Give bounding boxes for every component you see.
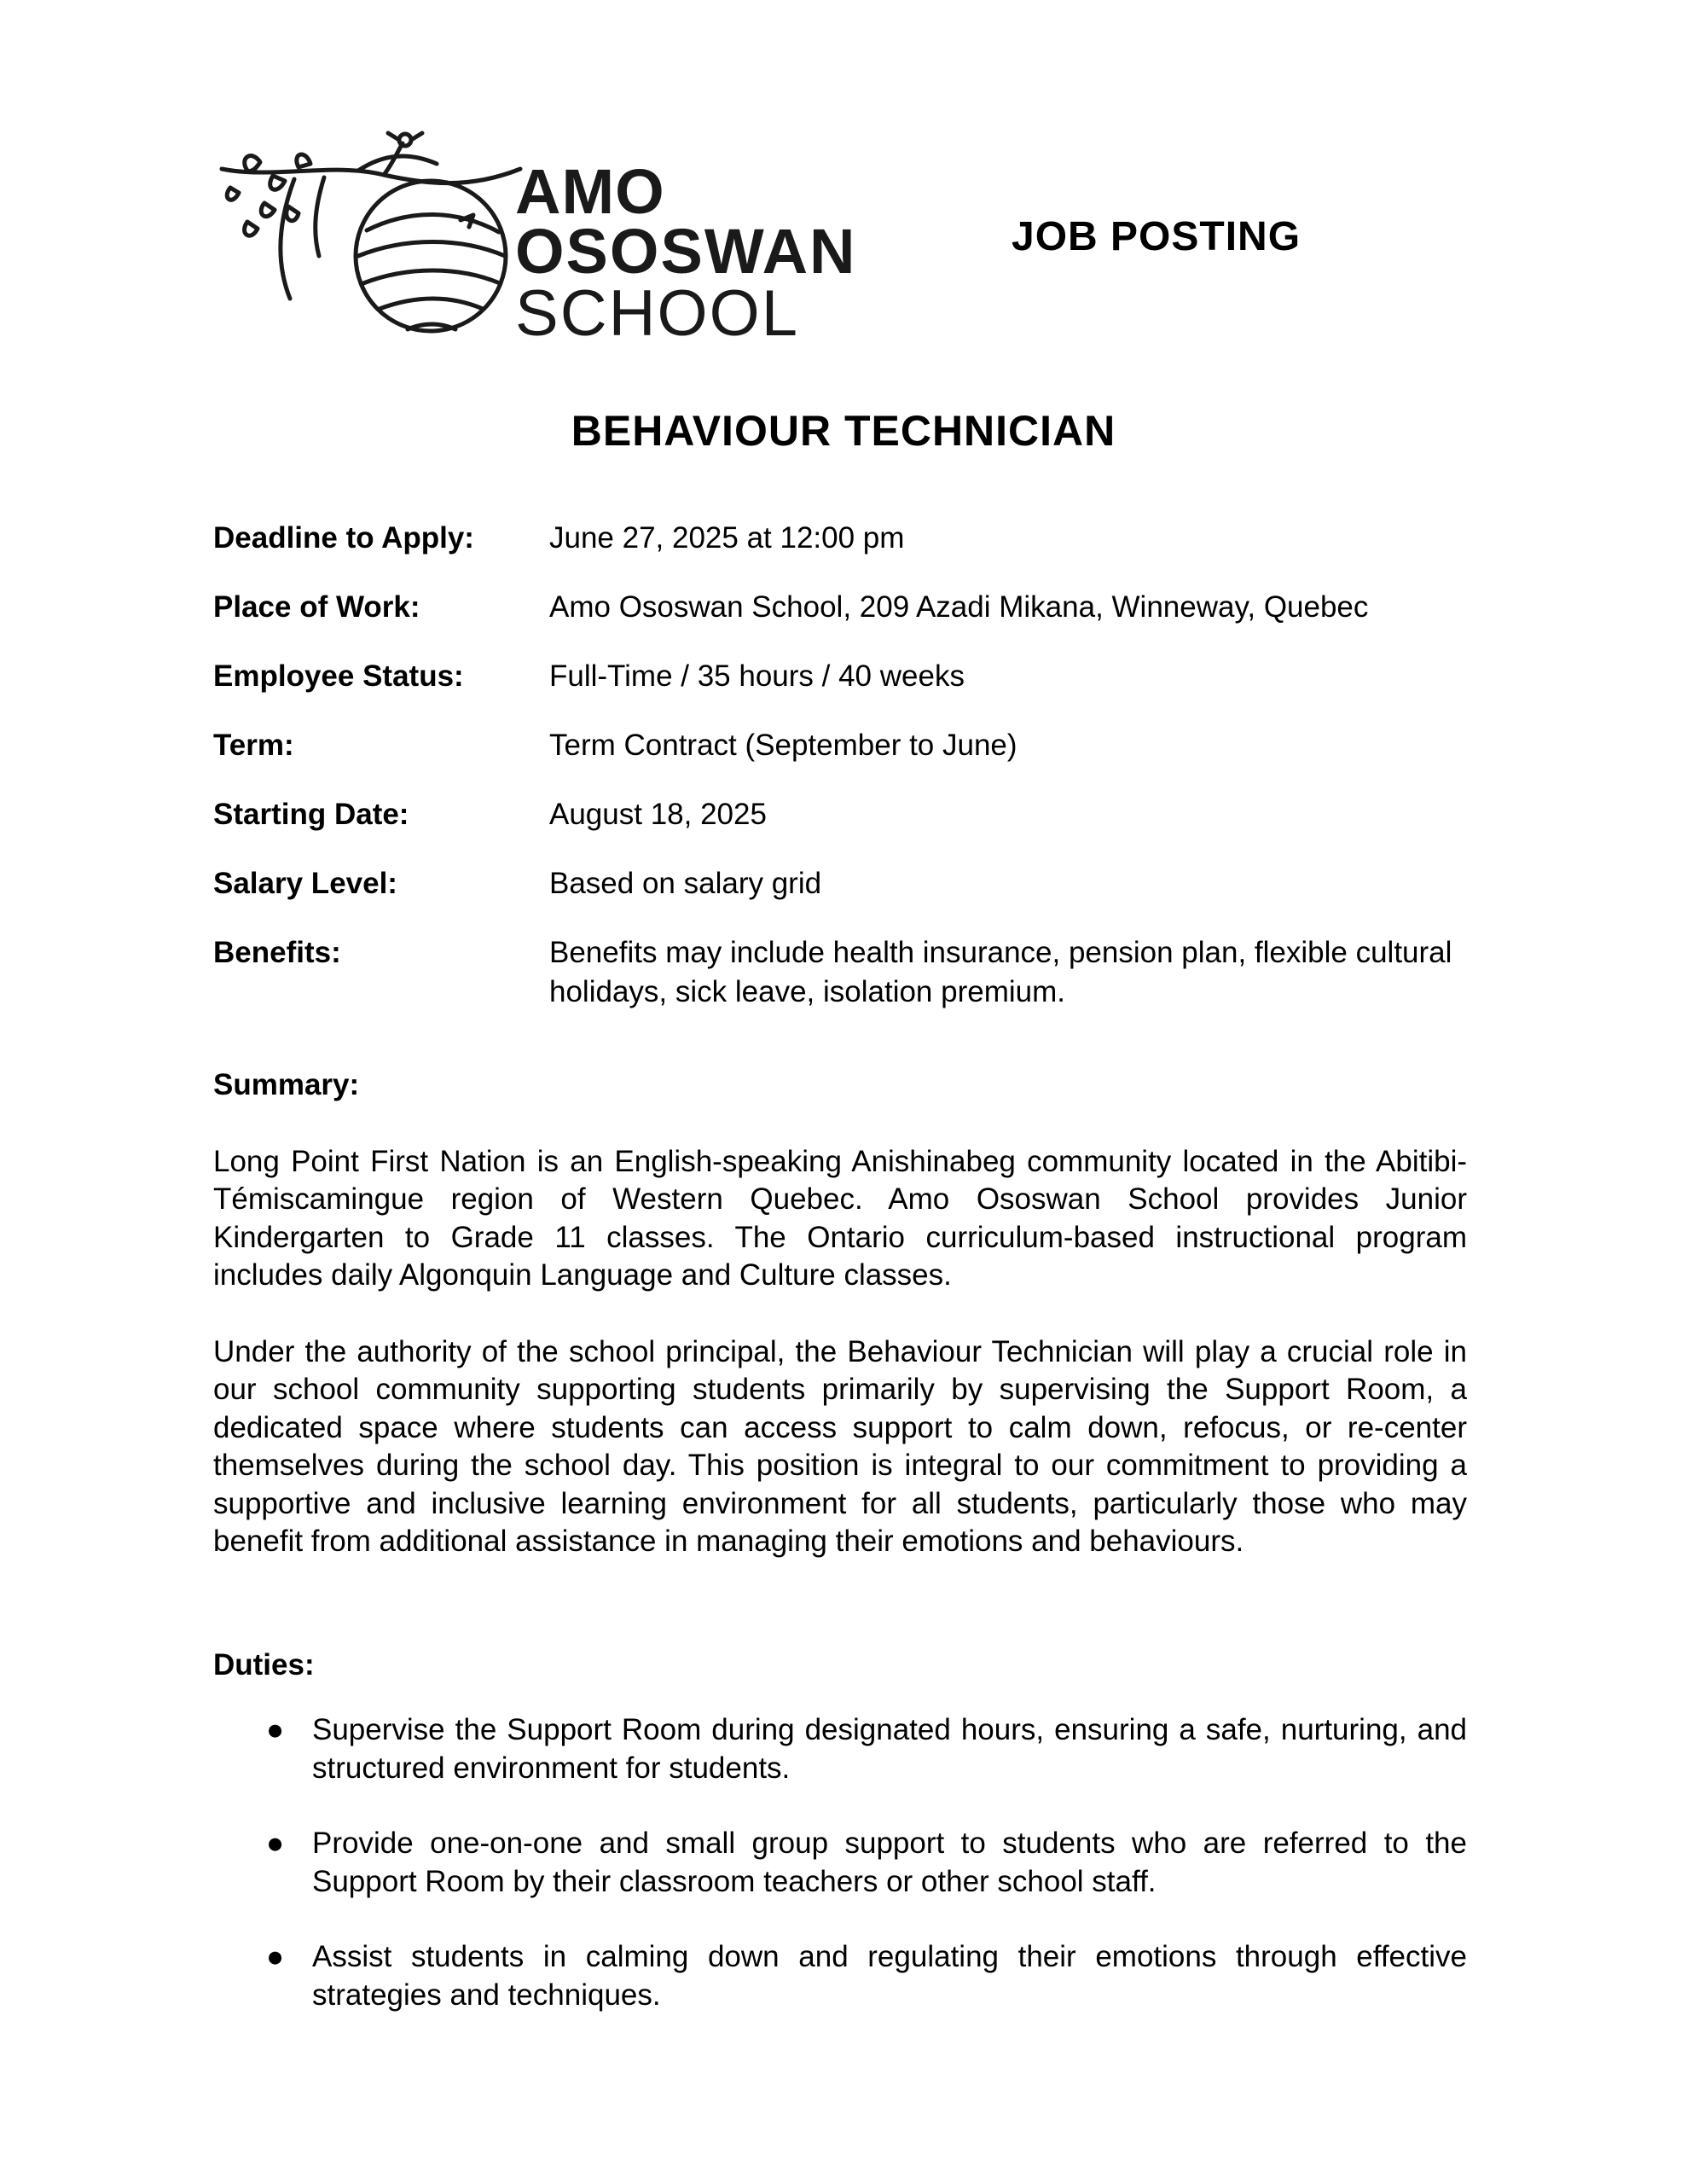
detail-label: Place of Work: <box>213 590 420 624</box>
tree-branch-globe-icon <box>213 128 529 341</box>
detail-value: August 18, 2025 <box>549 798 767 831</box>
bullet-icon: ● <box>266 1713 285 1746</box>
bullet-icon: ● <box>266 1827 285 1860</box>
detail-value: Benefits may include health insurance, pension plan, flexible cultural holidays, sick leave, isolation premium. <box>549 936 1452 1008</box>
document-type-label: JOB POSTING <box>1012 214 1301 259</box>
detail-label: Starting Date: <box>213 798 409 831</box>
duty-text: Assist students in calming down and regulating their emotions through effective strategies and techniques. <box>312 1940 1467 2012</box>
detail-value: Based on salary grid <box>549 867 822 900</box>
duty-text: Supervise the Support Room during designated hours, ensuring a safe, nurturing, and structured environment for students. <box>312 1713 1467 1785</box>
bullet-icon: ● <box>266 1940 285 1973</box>
summary-section <box>213 1066 1467 1561</box>
detail-value: Term Contract (September to June) <box>549 729 1017 762</box>
detail-row-term <box>213 726 1475 765</box>
detail-row-place-of-work <box>213 588 1475 627</box>
list-item <box>213 1938 1467 2014</box>
detail-label: Term: <box>213 729 294 762</box>
detail-value: Full-Time / 35 hours / 40 weeks <box>549 659 965 693</box>
duties-heading-block <box>213 1647 1467 1685</box>
detail-label: Deadline to Apply: <box>213 521 474 555</box>
logo-line-amo: AMO <box>515 156 665 227</box>
logo-line-school: SCHOOL <box>515 277 799 350</box>
detail-label: Salary Level: <box>213 867 397 900</box>
detail-label: Benefits: <box>213 936 341 969</box>
list-item <box>213 1825 1467 1901</box>
summary-paragraph: Long Point First Nation is an English-speaking Anishinabeg community located in the Abitibi-Témiscamingue region of Western Quebec. Amo Ososwan School provides Junior Kindergarten to Grade 11 classes. The Ontario curriculum-based instructional program includes daily Algonquin Language and Culture classes. <box>213 1144 1467 1292</box>
summary-heading: Summary: <box>213 1068 360 1101</box>
summary-paragraph: Under the authority of the school principal, the Behaviour Technician will play a crucial role in our school community supporting students primarily by supervising the Support Room, a dedicated space where students can access support to calm down, refocus, or re-center themselves during the school day. This position is integral to our commitment to providing a supportive and inclusive learning environment for all students, particularly those who may benefit from additional assistance in managing their emotions and behaviours. <box>213 1334 1467 1558</box>
detail-label: Employee Status: <box>213 659 464 693</box>
duty-text: Provide one-on-one and small group support to students who are referred to the Support Room by their classroom teachers or other school staff. <box>312 1827 1467 1898</box>
job-title: BEHAVIOUR TECHNICIAN <box>571 407 1116 455</box>
detail-row-benefits <box>213 933 1475 1012</box>
detail-row-deadline <box>213 519 1475 558</box>
detail-value: June 27, 2025 at 12:00 pm <box>549 521 905 555</box>
school-logo-text <box>515 156 857 350</box>
duties-heading: Duties: <box>213 1648 315 1682</box>
detail-row-salary-level <box>213 864 1475 903</box>
logo-line-ososwan: OSOSWAN <box>515 216 857 287</box>
detail-row-starting-date <box>213 795 1475 834</box>
duties-list <box>213 1711 1467 2052</box>
list-item <box>213 1711 1467 1787</box>
job-details-table <box>213 519 1475 1042</box>
detail-row-employee-status <box>213 657 1475 696</box>
detail-value: Amo Ososwan School, 209 Azadi Mikana, Winneway, Quebec <box>549 590 1369 624</box>
